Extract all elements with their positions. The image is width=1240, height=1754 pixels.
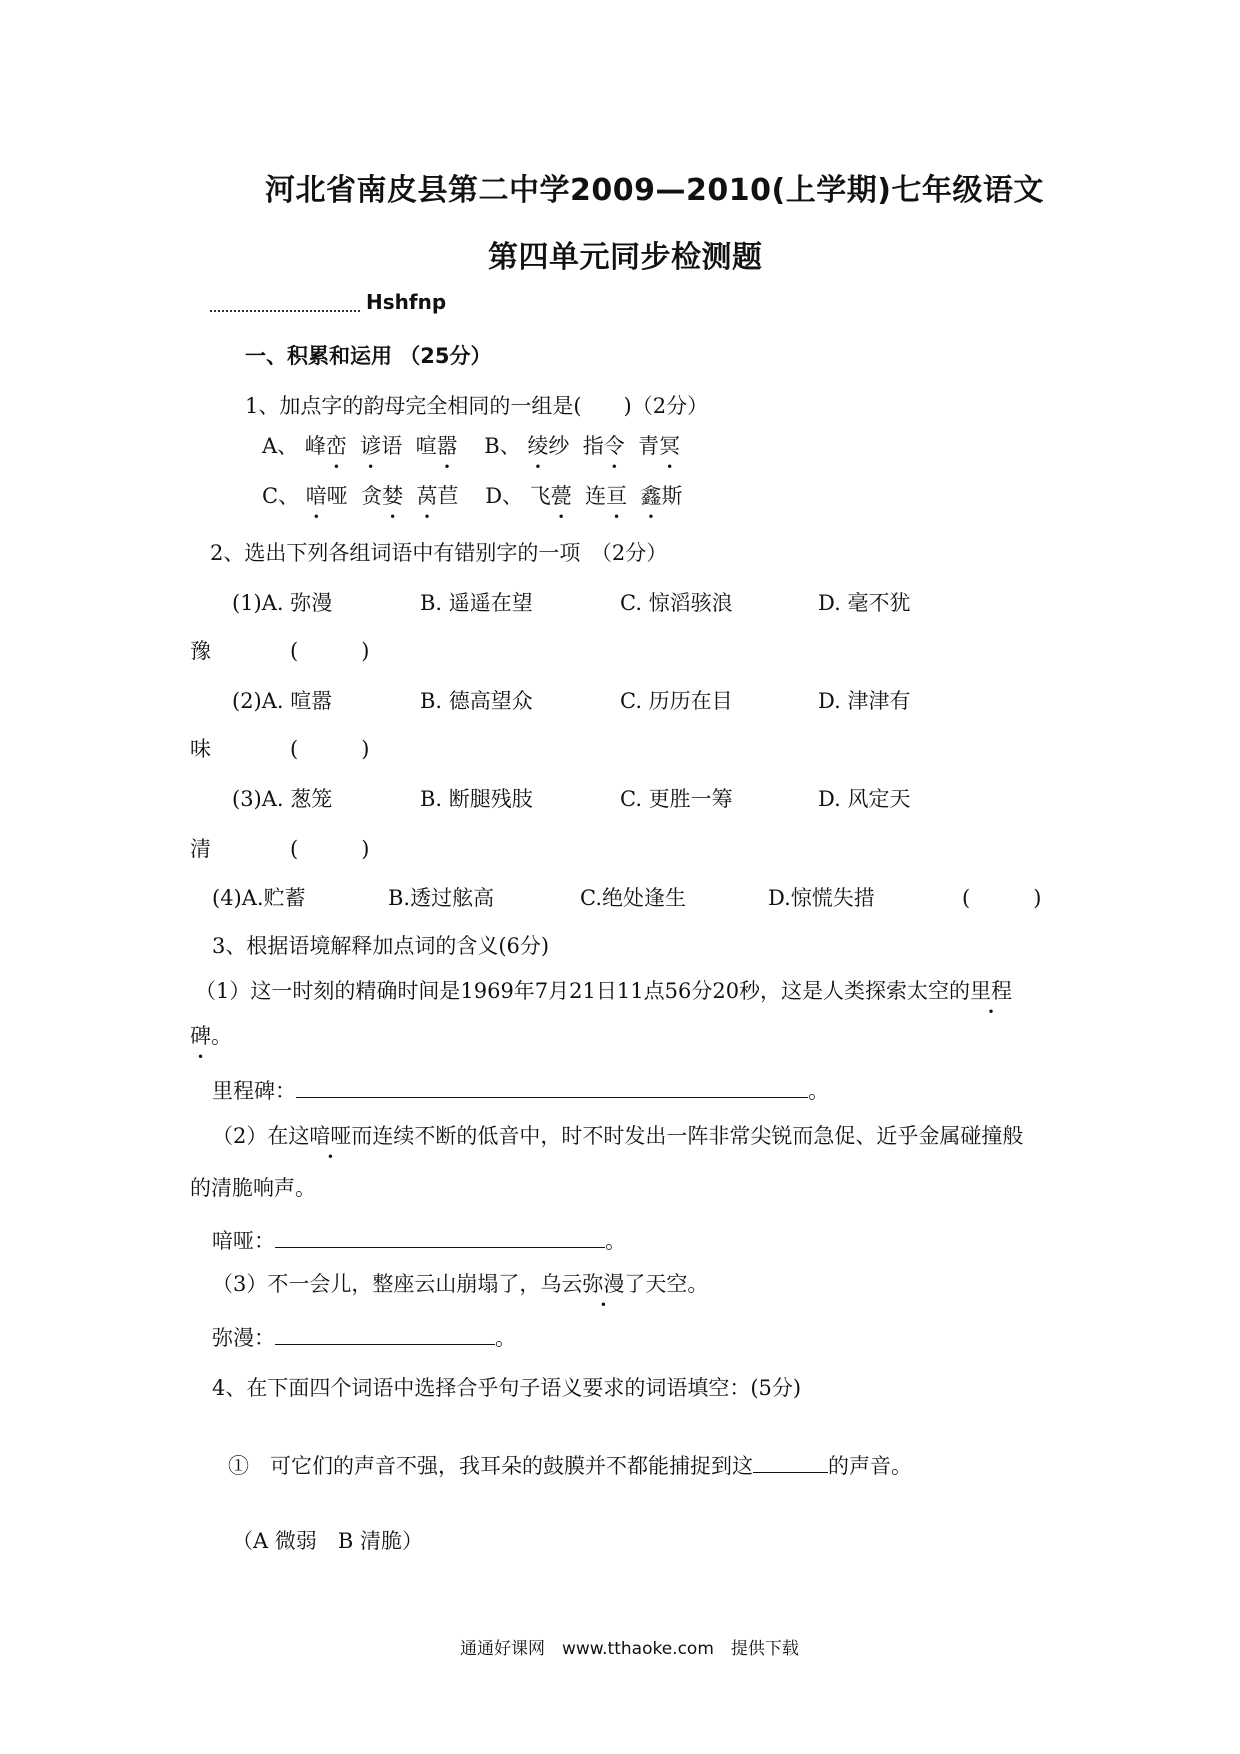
q2-g1-a: (1)A. 弥漫 bbox=[232, 591, 333, 615]
q2-g2-a: (2)A. 喧嚣 bbox=[232, 689, 333, 713]
q2-g3-cont: 清 bbox=[190, 837, 211, 861]
q2-g3-d: D. 风定天 bbox=[818, 787, 911, 811]
q1-stem: 1、加点字的韵母完全相同的一组是( )（2分） bbox=[245, 394, 709, 418]
q3-answer-1: 里程碑： 。 bbox=[212, 1079, 829, 1103]
q3-stem: 3、根据语境解释加点词的含义(6分) bbox=[212, 934, 550, 958]
q3-sentence-2: （2）在这喑哑而连续不断的低音中，时不时发出一阵非常尖锐而急促、近乎金属碰撞般 bbox=[212, 1124, 1024, 1148]
answer-1-blank[interactable] bbox=[296, 1077, 808, 1098]
q2-stem: 2、选出下列各组词语中有错别字的一项 （2分） bbox=[210, 541, 668, 565]
option-a-word-3: 喧嚣 bbox=[415, 434, 458, 458]
footer: 通通好课网 www.tthaoke.com 提供下载 bbox=[460, 1639, 799, 1659]
title-line-1: 河北省南皮县第二中学2009—2010(上学期)七年级语文 bbox=[265, 173, 1044, 208]
q2-g4-b: B.透过舷高 bbox=[388, 886, 495, 910]
option-c-word-1: 喑哑 bbox=[305, 484, 348, 508]
q2-g4-c: C.绝处逢生 bbox=[580, 886, 686, 910]
answer-1-label: 里程碑： bbox=[212, 1079, 296, 1103]
option-d-label: D、 bbox=[485, 484, 524, 508]
answer-3-label: 弥漫： bbox=[212, 1326, 275, 1350]
answer-2-blank[interactable] bbox=[275, 1227, 605, 1248]
option-d-word-1: 飞甍 bbox=[529, 484, 572, 508]
q2-g1-d: D. 毫不犹 bbox=[818, 591, 911, 615]
q2-g2-b: B. 德高望众 bbox=[420, 689, 533, 713]
option-c-word-3: 莴苣 bbox=[416, 484, 459, 508]
q2-g2-answer[interactable]: ( ) bbox=[290, 737, 370, 761]
q2-g3-b: B. 断腿残肢 bbox=[420, 787, 533, 811]
answer-3-blank[interactable] bbox=[275, 1324, 495, 1345]
q2-g4-a: (4)A.贮蓄 bbox=[212, 886, 306, 910]
q2-g1-b: B. 遥遥在望 bbox=[420, 591, 533, 615]
title-line-2: 第四单元同步检测题 bbox=[488, 240, 763, 275]
option-a-word-1: 峰峦 bbox=[304, 434, 347, 458]
option-b-word-1: 绫纱 bbox=[527, 434, 570, 458]
q2-g1-cont: 豫 bbox=[190, 639, 211, 663]
q3-sentence-3: （3）不一会儿，整座云山崩塌了，乌云弥漫了天空。 bbox=[212, 1272, 709, 1296]
q3-answer-2: 喑哑： 。 bbox=[212, 1229, 626, 1253]
q2-g2-d: D. 津津有 bbox=[818, 689, 911, 713]
q2-g3-answer[interactable]: ( ) bbox=[290, 837, 370, 861]
option-b-word-3: 青冥 bbox=[638, 434, 681, 458]
q4-blank-1[interactable] bbox=[753, 1452, 828, 1473]
option-d-word-2: 连亘 bbox=[585, 484, 628, 508]
option-c-word-2: 贪婪 bbox=[361, 484, 404, 508]
q2-g3-c: C. 更胜一筹 bbox=[620, 787, 733, 811]
answer-2-label: 喑哑： bbox=[212, 1229, 275, 1253]
q3-answer-3: 弥漫： 。 bbox=[212, 1326, 516, 1350]
option-b-word-2: 指令 bbox=[582, 434, 625, 458]
option-b-label: B、 bbox=[484, 434, 521, 458]
author: Hshfnp bbox=[366, 290, 447, 314]
dotted-leader bbox=[210, 296, 360, 312]
option-d-word-3: 鑫斯 bbox=[640, 484, 683, 508]
q3-sentence-1-cont: 碑。 bbox=[190, 1024, 232, 1048]
q4-sentence-1: ① 可它们的声音不强，我耳朵的鼓膜并不都能捕捉到这 的声音。 bbox=[228, 1454, 912, 1478]
option-c-label: C、 bbox=[262, 484, 300, 508]
section-heading: 一、积累和运用 （25分） bbox=[245, 344, 492, 368]
author-line bbox=[210, 290, 446, 314]
option-a-word-2: 谚语 bbox=[360, 434, 403, 458]
q2-g3-a: (3)A. 葱笼 bbox=[232, 787, 333, 811]
q1-options-row-2 bbox=[262, 480, 682, 510]
q2-g1-c: C. 惊滔骇浪 bbox=[620, 591, 733, 615]
q2-g4-d: D.惊慌失措 bbox=[768, 886, 875, 910]
option-a-label: A、 bbox=[262, 434, 299, 458]
q2-g2-cont: 味 bbox=[190, 737, 211, 761]
q3-sentence-2-cont: 的清脆响声。 bbox=[190, 1176, 316, 1200]
q2-g1-answer[interactable]: ( ) bbox=[290, 639, 370, 663]
q1-options-row-1 bbox=[262, 430, 680, 460]
q4-options: （A 微弱 B 清脆） bbox=[232, 1529, 423, 1553]
q2-g4-answer[interactable]: ( ) bbox=[962, 886, 1042, 910]
q3-sentence-1: （1）这一时刻的精确时间是1969年7月21日11点56分20秒，这是人类探索太空的里程 bbox=[195, 979, 1013, 1003]
q4-stem: 4、在下面四个词语中选择合乎句子语义要求的词语填空：(5分) bbox=[212, 1376, 802, 1400]
q2-g2-c: C. 历历在目 bbox=[620, 689, 733, 713]
